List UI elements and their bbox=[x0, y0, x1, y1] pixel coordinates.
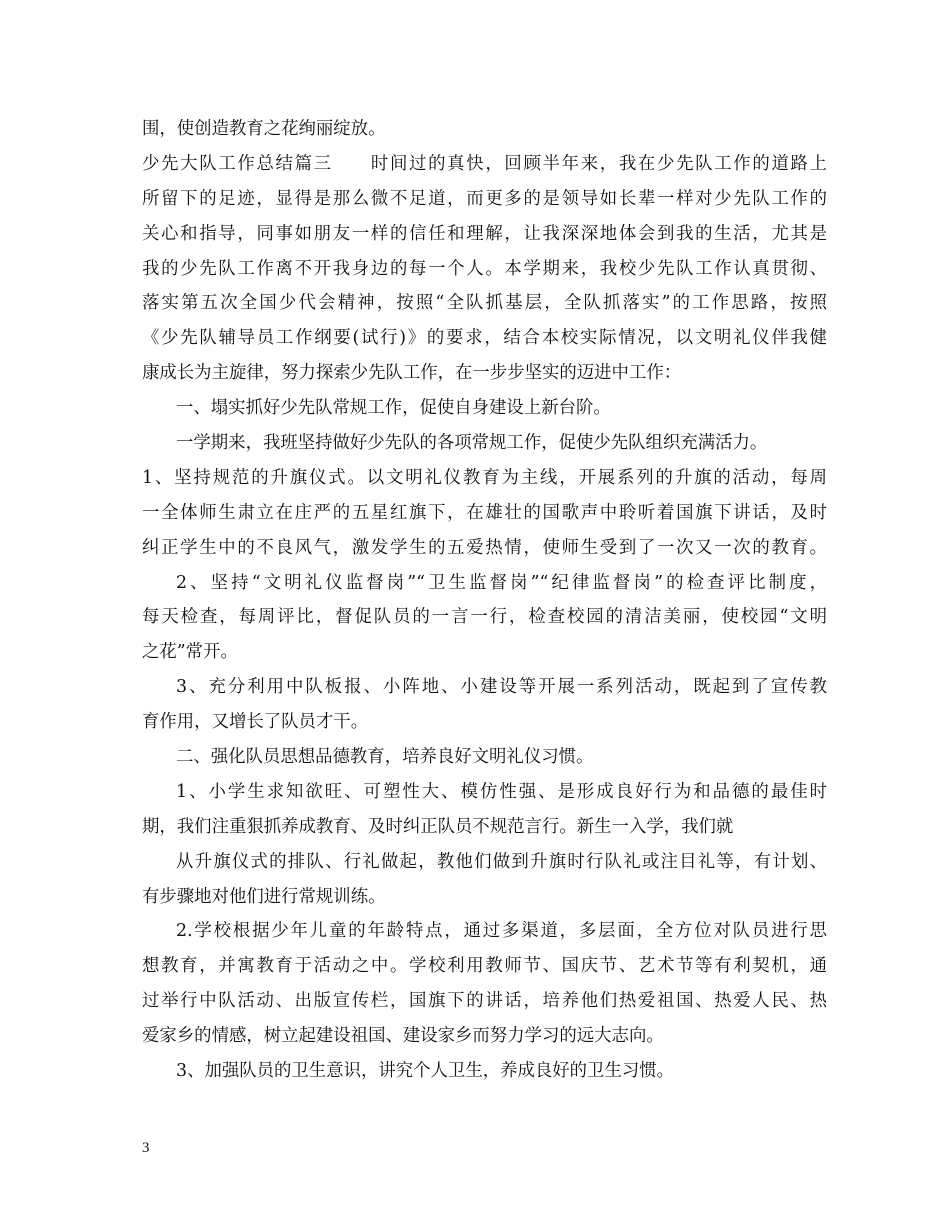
text-line: 之花”常开。 bbox=[142, 642, 238, 663]
text-line: 围，使创造教育之花绚丽绽放。 bbox=[142, 119, 386, 139]
text-line: 落实第五次全国少代会精神，按照“全队抓基层，全队抓落实”的工作思路，按照 bbox=[142, 293, 827, 314]
text-line: 有步骤地对他们进行常规训练。 bbox=[142, 886, 386, 907]
text-line: 3、充分利用中队板报、小阵地、小建设等开展一系列活动，既起到了宣传教 bbox=[176, 677, 827, 698]
text-line: 纠正学生中的不良风气，激发学生的五爱热情，使师生受到了一次又一次的教育。 bbox=[142, 537, 827, 558]
text-line: 过举行中队活动、出版宣传栏，国旗下的讲话，培养他们热爱祖国、热爱人民、热 bbox=[142, 991, 827, 1012]
text-line: 爱家乡的情感，树立起建设祖国、建设家乡而努力学习的远大志向。 bbox=[142, 1026, 664, 1047]
text-line: 一学期来，我班坚持做好少先队的各项常规工作，促使少先队组织充满活力。 bbox=[176, 433, 768, 454]
text-line: 关心和指导，同事如朋友一样的信任和理解，让我深深地体会到我的生活，尤其是 bbox=[142, 223, 827, 244]
text-line: 育作用，又增长了队员才干。 bbox=[142, 712, 369, 733]
text-line: 每天检查，每周评比，督促队员的一言一行，检查校园的清洁美丽，使校园“文明 bbox=[142, 607, 827, 628]
text-line: 所留下的足迹，显得是那么微不足道，而更多的是领导如长辈一样对少先队工作的 bbox=[142, 188, 827, 209]
text-line: 二、强化队员思想品德教育，培养良好文明礼仪习惯。 bbox=[176, 747, 594, 768]
page-number: 3 bbox=[142, 1140, 150, 1156]
text-line: 康成长为主旋律，努力探索少先队工作，在一步步坚实的迈进中工作： bbox=[142, 363, 682, 384]
text-line: 《少先队辅导员工作纲要(试行)》的要求，结合本校实际情况，以文明礼仪伴我健 bbox=[142, 328, 827, 349]
text-line: 3、加强队员的卫生意识，讲究个人卫生，养成良好的卫生习惯。 bbox=[176, 1061, 675, 1082]
text-line: 1、小学生求知欲旺、可塑性大、模仿性强、是形成良好行为和品德的最佳时 bbox=[176, 781, 827, 802]
text-line: 一全体师生肃立在庄严的五星红旗下，在雄壮的国歌声中聆听着国旗下讲话，及时 bbox=[142, 502, 827, 523]
text-line: 2、坚持“文明礼仪监督岗”“卫生监督岗”“纪律监督岗”的检查评比制度， bbox=[176, 572, 827, 593]
text-line: 1、坚持规范的升旗仪式。以文明礼仪教育为主线，开展系列的升旗的活动，每周 bbox=[142, 467, 827, 488]
text-line: 我的少先队工作离不开我身边的每一个人。本学期来，我校少先队工作认真贯彻、 bbox=[142, 258, 827, 279]
text-line: 一、塌实抓好少先队常规工作，促使自身建设上新台阶。 bbox=[176, 398, 611, 419]
text-line: 想教育，并寓教育于活动之中。学校利用教师节、国庆节、艺术节等有利契机，通 bbox=[142, 956, 827, 977]
text-line: 少先大队工作总结篇三 时间过的真快，回顾半年来，我在少先队工作的道路上 bbox=[142, 153, 827, 174]
body-text bbox=[142, 112, 827, 1089]
text-line: 期，我们注重狠抓养成教育、及时纠正队员不规范言行。新生一入学，我们就 bbox=[142, 816, 734, 837]
text-line: 2.学校根据少年儿童的年龄特点，通过多渠道，多层面，全方位对队员进行思 bbox=[176, 921, 827, 942]
text-line: 从升旗仪式的排队、行礼做起，教他们做到升旗时行队礼或注目礼等，有计划、 bbox=[176, 851, 827, 872]
